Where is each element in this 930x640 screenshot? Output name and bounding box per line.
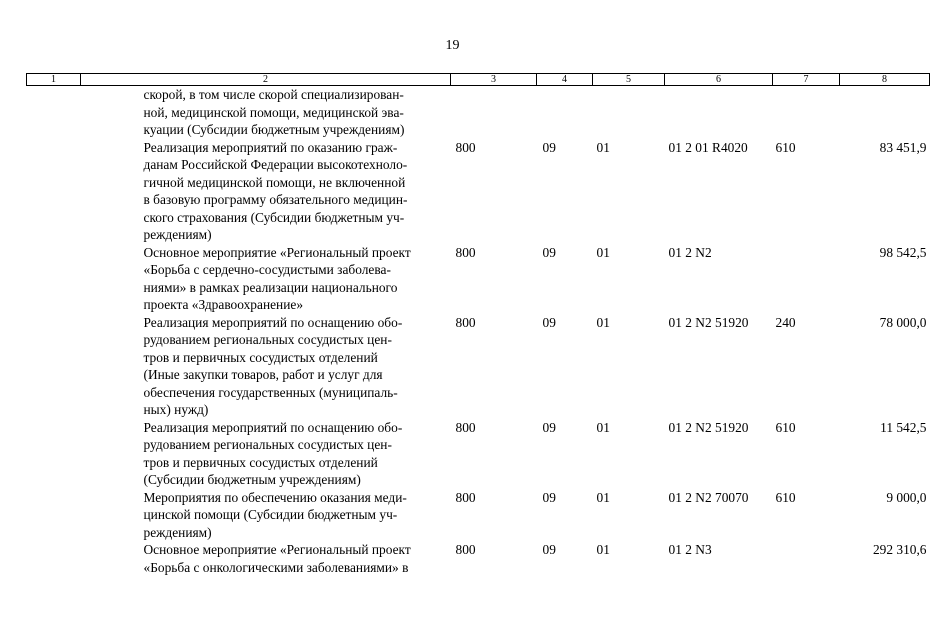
budget-item-name-line: в базовую программу обязательного медицин- <box>143 192 408 207</box>
amount-value: 11 542,5 <box>880 419 927 435</box>
empty-cell <box>27 86 81 139</box>
section-code: 09 <box>542 244 556 260</box>
empty-cell <box>27 419 81 489</box>
column-header-1: 1 <box>27 74 81 86</box>
target-article-code <box>665 86 773 139</box>
table-row <box>27 314 930 419</box>
ministry-code: 800 <box>455 314 476 330</box>
target-article-code: 01 2 N3 <box>668 542 712 557</box>
empty-cell <box>27 314 81 419</box>
expense-type-code: 610 <box>775 419 796 435</box>
section-code: 09 <box>542 139 556 155</box>
subsection-code <box>593 86 665 139</box>
table-body <box>27 86 930 577</box>
expense-type-code <box>773 86 840 139</box>
budget-item-name-line: «Борьба с сердечно-сосудистыми заболева- <box>143 262 391 277</box>
ministry-code: 800 <box>455 489 476 505</box>
budget-item-name-line: Реализация мероприятий по оснащению обо- <box>143 314 403 330</box>
column-header-2: 2 <box>81 74 451 86</box>
table-row <box>27 244 930 314</box>
section-code: 09 <box>542 542 556 557</box>
budget-item-name-line: ского страхования (Субсидии бюджетным уч- <box>143 209 405 225</box>
table-row <box>27 139 930 244</box>
ministry-code <box>451 86 537 139</box>
target-article-code: 01 2 N2 70070 <box>668 489 749 505</box>
budget-table <box>26 73 930 576</box>
expense-type-code: 610 <box>775 489 796 505</box>
expense-type-code: 240 <box>775 314 796 330</box>
budget-item-name-line: куации (Субсидии бюджетным учреждениям) <box>143 122 405 137</box>
budget-item-name <box>81 314 451 419</box>
section-code: 09 <box>542 419 556 435</box>
target-article-code: 01 2 01 R4020 <box>668 139 748 155</box>
budget-item-name-line: Основное мероприятие «Региональный проект <box>143 244 411 260</box>
budget-item-name-line: рудованием региональных сосудистых цен- <box>143 332 392 347</box>
budget-item-name-line: тров и первичных сосудистых отделений <box>143 454 378 470</box>
subsection-code: 01 <box>596 542 610 557</box>
section-code: 09 <box>542 489 556 505</box>
table-row <box>27 419 930 489</box>
column-header-7: 7 <box>773 74 840 86</box>
budget-item-name-line: реждениям) <box>143 227 212 242</box>
subsection-code: 01 <box>596 419 610 435</box>
target-article-code: 01 2 N2 51920 <box>668 314 749 330</box>
table-row <box>27 489 930 542</box>
column-header-6: 6 <box>665 74 773 86</box>
column-header-5: 5 <box>593 74 665 86</box>
target-article-code: 01 2 N2 <box>668 244 712 260</box>
budget-item-name <box>81 489 451 542</box>
budget-item-name-line: тров и первичных сосудистых отделений <box>143 349 378 365</box>
budget-item-name-line: цинской помощи (Субсидии бюджетным уч- <box>143 507 398 522</box>
budget-item-name-line: ниями» в рамках реализации национального <box>143 279 398 295</box>
expense-type-code: 610 <box>775 139 796 155</box>
subsection-code: 01 <box>596 489 610 505</box>
table-row <box>27 541 930 576</box>
budget-item-name-line: скорой, в том числе скорой специализирован- <box>143 87 404 102</box>
budget-item-name-line: рудованием региональных сосудистых цен- <box>143 437 392 452</box>
target-article-code: 01 2 N2 51920 <box>668 419 749 435</box>
section-code: 09 <box>542 314 556 330</box>
budget-item-name-line: Мероприятия по обеспечению оказания меди- <box>143 489 407 505</box>
ministry-code: 800 <box>455 542 476 557</box>
budget-item-name-line: (Иные закупки товаров, работ и услуг для <box>143 367 383 382</box>
amount-value: 98 542,5 <box>879 244 927 260</box>
budget-item-name <box>81 244 451 314</box>
column-header-4: 4 <box>537 74 593 86</box>
ministry-code: 800 <box>455 244 476 260</box>
amount-value: 292 310,6 <box>872 542 927 557</box>
budget-item-name <box>81 419 451 489</box>
budget-item-name-line: обеспечения государственных (муниципаль- <box>143 384 398 400</box>
amount-value: 78 000,0 <box>879 314 927 330</box>
budget-item-name-line: гичной медицинской помощи, не включенной <box>143 174 406 190</box>
budget-item-name <box>81 86 451 139</box>
column-header-8: 8 <box>840 74 930 86</box>
budget-item-name-line: данам Российской Федерации высокотехноло- <box>143 157 408 172</box>
budget-item-name <box>81 541 451 576</box>
expense-type-code <box>773 541 840 576</box>
budget-item-name-line: ных) нужд) <box>143 402 209 417</box>
budget-item-name-line: реждениям) <box>143 524 212 540</box>
column-header-3: 3 <box>451 74 537 86</box>
header-row <box>27 74 930 86</box>
amount-value <box>840 86 930 139</box>
page-number: 19 <box>445 38 460 53</box>
amount-value: 9 000,0 <box>886 489 927 505</box>
empty-cell <box>27 244 81 314</box>
budget-item-name-line: (Субсидии бюджетным учреждениям) <box>143 472 361 487</box>
empty-cell <box>27 541 81 576</box>
table-row <box>27 86 930 139</box>
budget-item-name-line: ной, медицинской помощи, медицинской эва- <box>143 104 404 120</box>
ministry-code: 800 <box>455 139 476 155</box>
budget-item-name-line: Реализация мероприятий по оказанию граж- <box>143 139 398 155</box>
budget-item-name <box>81 139 451 244</box>
subsection-code: 01 <box>596 244 610 260</box>
budget-item-name-line: проекта «Здравоохранение» <box>143 297 304 312</box>
budget-item-name-line: Реализация мероприятий по оснащению обо- <box>143 419 403 435</box>
ministry-code: 800 <box>455 419 476 435</box>
section-code <box>537 86 593 139</box>
empty-cell <box>27 139 81 244</box>
empty-cell <box>27 489 81 542</box>
budget-item-name-line: «Борьба с онкологическими заболеваниями» в <box>143 559 409 575</box>
expense-type-code <box>773 244 840 314</box>
amount-value: 83 451,9 <box>879 139 927 155</box>
budget-item-name-line: Основное мероприятие «Региональный проект <box>143 542 411 557</box>
subsection-code: 01 <box>596 139 610 155</box>
subsection-code: 01 <box>596 314 610 330</box>
